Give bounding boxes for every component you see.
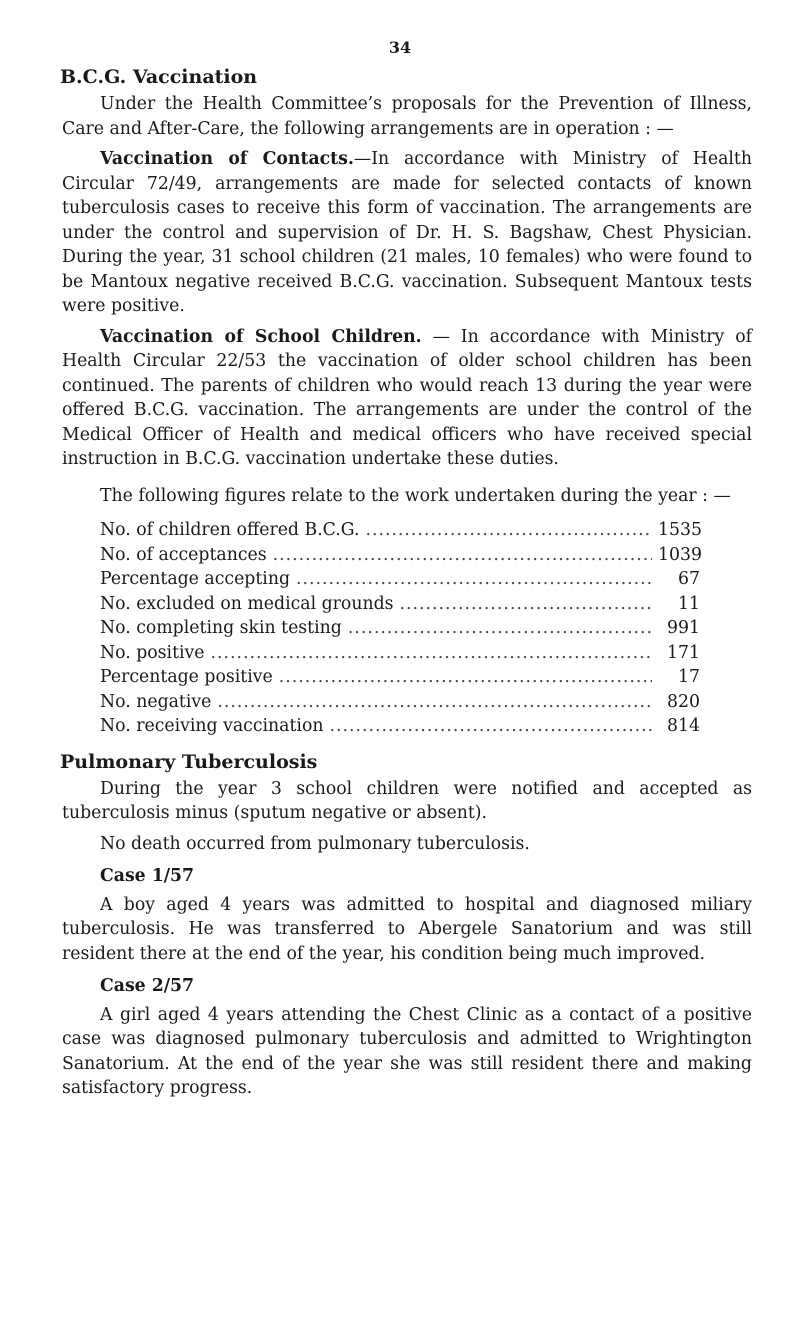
figure-label: No. excluded on medical grounds bbox=[100, 593, 394, 614]
pulmonary-heading: Pulmonary Tuberculosis bbox=[60, 750, 318, 773]
case-1-title: Case 1/57 bbox=[100, 866, 195, 886]
case-2-text: A girl aged 4 years attending the Chest Clinic as a contact of a positive case was diagnosed pulmonary tuberculosis and admitted to Wrightington Sanatorium. At the end of the year she was still resident there and making satisfactory progress. bbox=[62, 1004, 752, 1098]
contacts-text: —In accordance with Ministry of Health Circular 72/49, arrangements are made for selected contacts of known tuberculosis cases to receive this form of vaccination. The arrangements are under the control and supervision of Dr. H. S. Bagshaw, Chest Physician. During the year, 31 school children (21 males, 10 females) who were found to be Mantoux negative received B.C.G. vaccination. Subsequent Mantoux tests were positive. bbox=[62, 149, 753, 316]
school-text: — In accordance with Ministry of Health Circular 22/53 the vaccination of older school children has been continued. The parents of children who would reach 13 during the year were offered B.C.G. vaccination. The arrangements are under the control of the Medical Officer of Health and medical officers who have received special instruction in B.C.G. vaccination undertake these duties. bbox=[62, 326, 752, 469]
figure-value: 991 bbox=[667, 618, 700, 638]
figure-row bbox=[100, 641, 700, 666]
figures-intro: The following figures relate to the work undertaken during the year : — bbox=[100, 485, 731, 506]
leader-dots bbox=[279, 665, 652, 690]
contacts-paragraph bbox=[62, 147, 752, 319]
page-content bbox=[62, 64, 752, 1101]
bcg-heading: B.C.G. Vaccination bbox=[60, 66, 258, 88]
leader-dots bbox=[273, 543, 652, 568]
leader-dots bbox=[330, 714, 653, 739]
leader-dots bbox=[296, 567, 652, 592]
figure-value: 1039 bbox=[658, 544, 702, 565]
figure-label: Percentage positive bbox=[100, 667, 273, 687]
figure-value: 171 bbox=[667, 642, 700, 663]
figure-value: 1535 bbox=[658, 520, 702, 540]
figure-value: 820 bbox=[667, 691, 700, 712]
school-title: Vaccination of School Children. bbox=[100, 326, 422, 347]
figure-label: No. receiving vaccination bbox=[100, 716, 324, 736]
figure-row bbox=[100, 665, 700, 690]
figure-label: No. negative bbox=[100, 691, 212, 712]
case-1-text: A boy aged 4 years was admitted to hospital and diagnosed miliary tuberculosis. He was transferred to Abergele Sanatorium and was still resident there at the end of the year, his condition being much improved. bbox=[62, 894, 752, 964]
figure-row bbox=[100, 543, 700, 568]
leader-dots bbox=[217, 690, 652, 715]
leader-dots bbox=[211, 641, 652, 666]
leader-dots bbox=[365, 518, 652, 543]
leader-dots bbox=[348, 616, 652, 641]
figure-value: 17 bbox=[678, 667, 700, 687]
case-2-title: Case 2/57 bbox=[100, 976, 195, 996]
figure-row bbox=[100, 518, 700, 543]
figure-label: No. completing skin testing bbox=[100, 618, 342, 638]
figure-row bbox=[100, 714, 700, 739]
leader-dots bbox=[400, 592, 652, 617]
figure-row bbox=[100, 690, 700, 715]
page-number: 34 bbox=[388, 38, 412, 57]
bcg-intro: Under the Health Committee’s proposals for the Prevention of Illness, Care and After-Care, the following arrangements are in operation : — bbox=[62, 94, 752, 139]
figure-value: 67 bbox=[678, 569, 700, 589]
figure-row bbox=[100, 616, 700, 641]
figure-label: No. of children offered B.C.G. bbox=[100, 520, 360, 540]
figure-value: 814 bbox=[667, 716, 700, 736]
pulmonary-para-1: During the year 3 school children were notified and accepted as tuberculosis minus (sputum negative or absent). bbox=[62, 778, 752, 823]
figure-row bbox=[100, 592, 700, 617]
school-paragraph bbox=[62, 325, 752, 472]
figure-label: Percentage accepting bbox=[100, 569, 291, 589]
figure-row bbox=[100, 567, 700, 592]
figures-list bbox=[62, 518, 700, 739]
figure-label: No. of acceptances bbox=[100, 544, 267, 565]
figure-label: No. positive bbox=[100, 642, 205, 663]
figure-value: 11 bbox=[678, 593, 700, 614]
contacts-title: Vaccination of Contacts. bbox=[100, 149, 354, 169]
pulmonary-para-2: No death occurred from pulmonary tuberculosis. bbox=[100, 833, 530, 854]
